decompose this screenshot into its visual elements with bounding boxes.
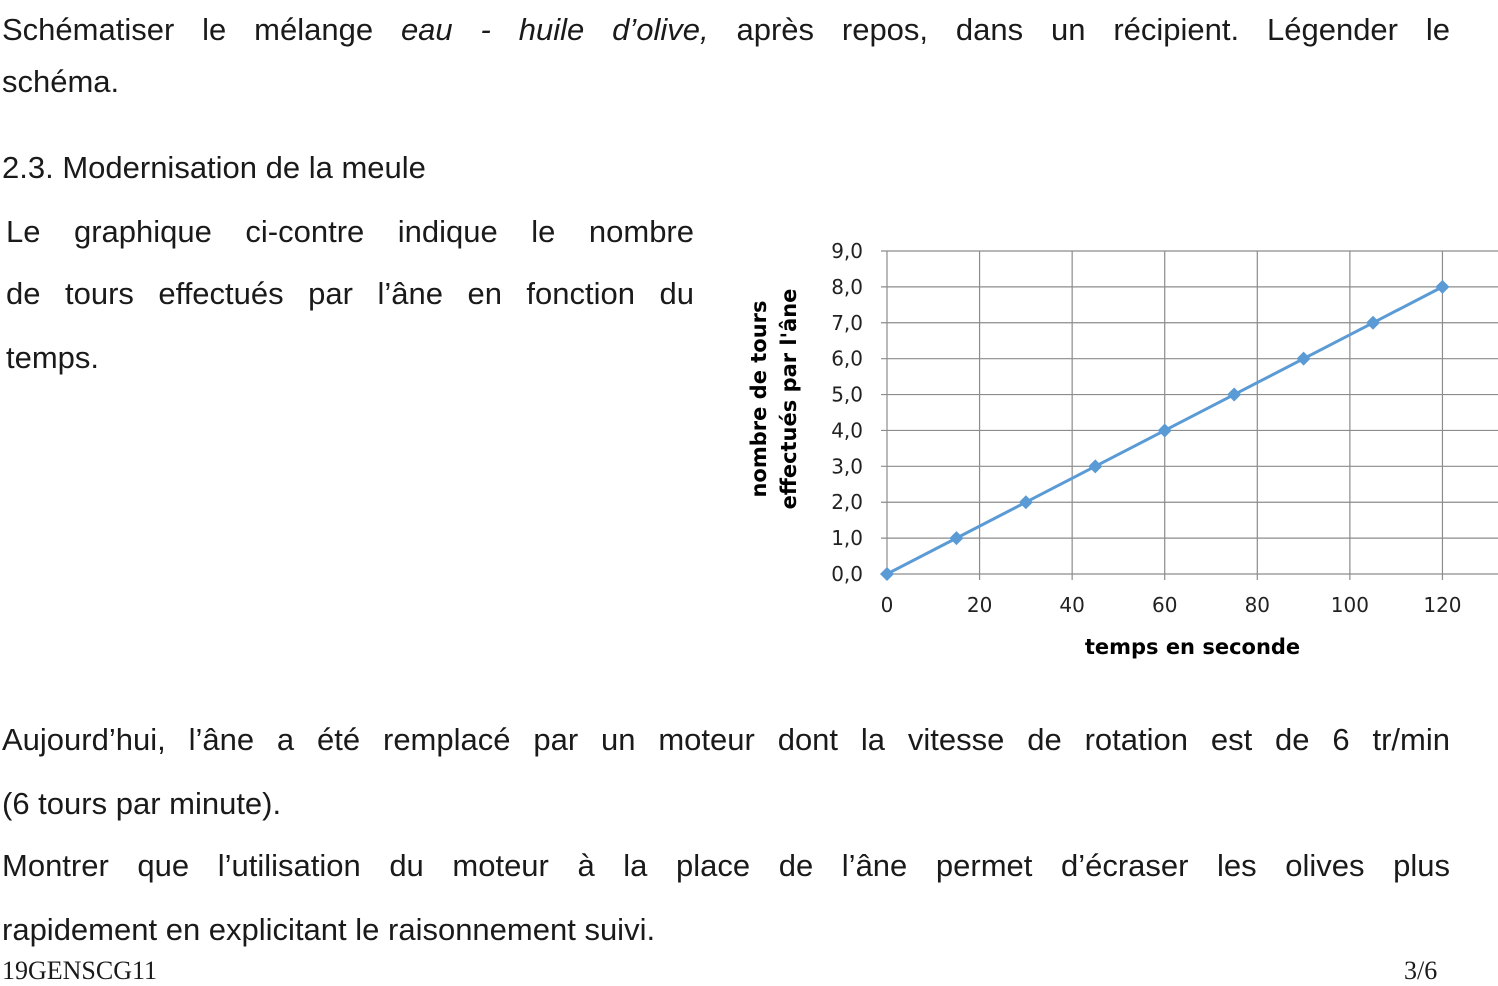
y-tick-label: 2,0	[831, 490, 863, 515]
data-point	[1366, 316, 1380, 330]
data-point	[1158, 423, 1172, 437]
x-tick-label: 40	[1059, 593, 1085, 617]
footer-code: 19GENSCG11	[2, 956, 158, 985]
x-tick-label: 80	[1244, 593, 1271, 617]
y-tick-label: 4,0	[831, 418, 863, 443]
y-axis-label-line-1: nombre de tours	[747, 300, 771, 498]
y-axis-label	[747, 289, 801, 510]
intro-line-3: temps.	[6, 340, 100, 375]
x-tick-label: 100	[1330, 593, 1369, 617]
x-tick-label: 20	[966, 593, 993, 617]
y-tick-label: 9,0	[831, 239, 863, 263]
paragraph-line-3: Montrer que l’utilisation du moteur à la place de l’âne permet d’écraser les olives plus	[2, 848, 1450, 883]
footer-page-number: 3/6	[1404, 956, 1438, 985]
x-tick-label: 60	[1152, 593, 1178, 617]
instruction-line-2: schéma.	[2, 64, 120, 99]
instruction-text-b: après repos, dans un récipient. Légender le	[708, 12, 1450, 47]
y-tick-label: 5,0	[831, 382, 863, 407]
y-tick-label: 0,0	[831, 562, 863, 586]
data-point	[1227, 388, 1241, 402]
y-tick-label: 1,0	[831, 526, 863, 551]
intro-line-1: Le graphique ci-contre indique le nombre	[6, 214, 694, 249]
paragraph-line-1: Aujourd’hui, l’âne a été remplacé par un moteur dont la vitesse de rotation est de 6 tr/min	[2, 722, 1450, 757]
instruction-line-1	[2, 10, 1450, 50]
x-tick-label: 120	[1423, 593, 1462, 617]
intro-line-2: de tours effectués par l’âne en fonction du	[6, 276, 694, 311]
paragraph-line-2: (6 tours par minute).	[2, 786, 282, 821]
data-point	[1297, 352, 1311, 366]
y-tick-label: 6,0	[831, 346, 863, 371]
data-point	[1088, 459, 1102, 473]
instruction-text-a: Schématiser le mélange	[2, 12, 401, 47]
y-tick-label: 7,0	[831, 310, 863, 335]
data-point	[1019, 495, 1033, 509]
data-point	[1435, 280, 1449, 294]
x-axis-label: temps en seconde	[1084, 635, 1301, 659]
x-tick-labels	[881, 593, 1462, 617]
data-point	[880, 567, 894, 581]
x-tick-label: 0	[880, 593, 894, 617]
y-tick-labels	[831, 239, 863, 586]
paragraph-line-4: rapidement en explicitant le raisonnement suivi.	[2, 912, 656, 947]
y-axis-label-line-2: effectués par l'âne	[777, 288, 801, 510]
section-title: 2.3. Modernisation de la meule	[2, 150, 426, 185]
data-point	[949, 531, 963, 545]
y-tick-label: 3,0	[831, 454, 863, 479]
tours-line-chart	[740, 230, 1498, 670]
y-tick-label: 8,0	[831, 274, 863, 299]
instruction-text-italic: eau - huile d’olive,	[400, 12, 709, 47]
